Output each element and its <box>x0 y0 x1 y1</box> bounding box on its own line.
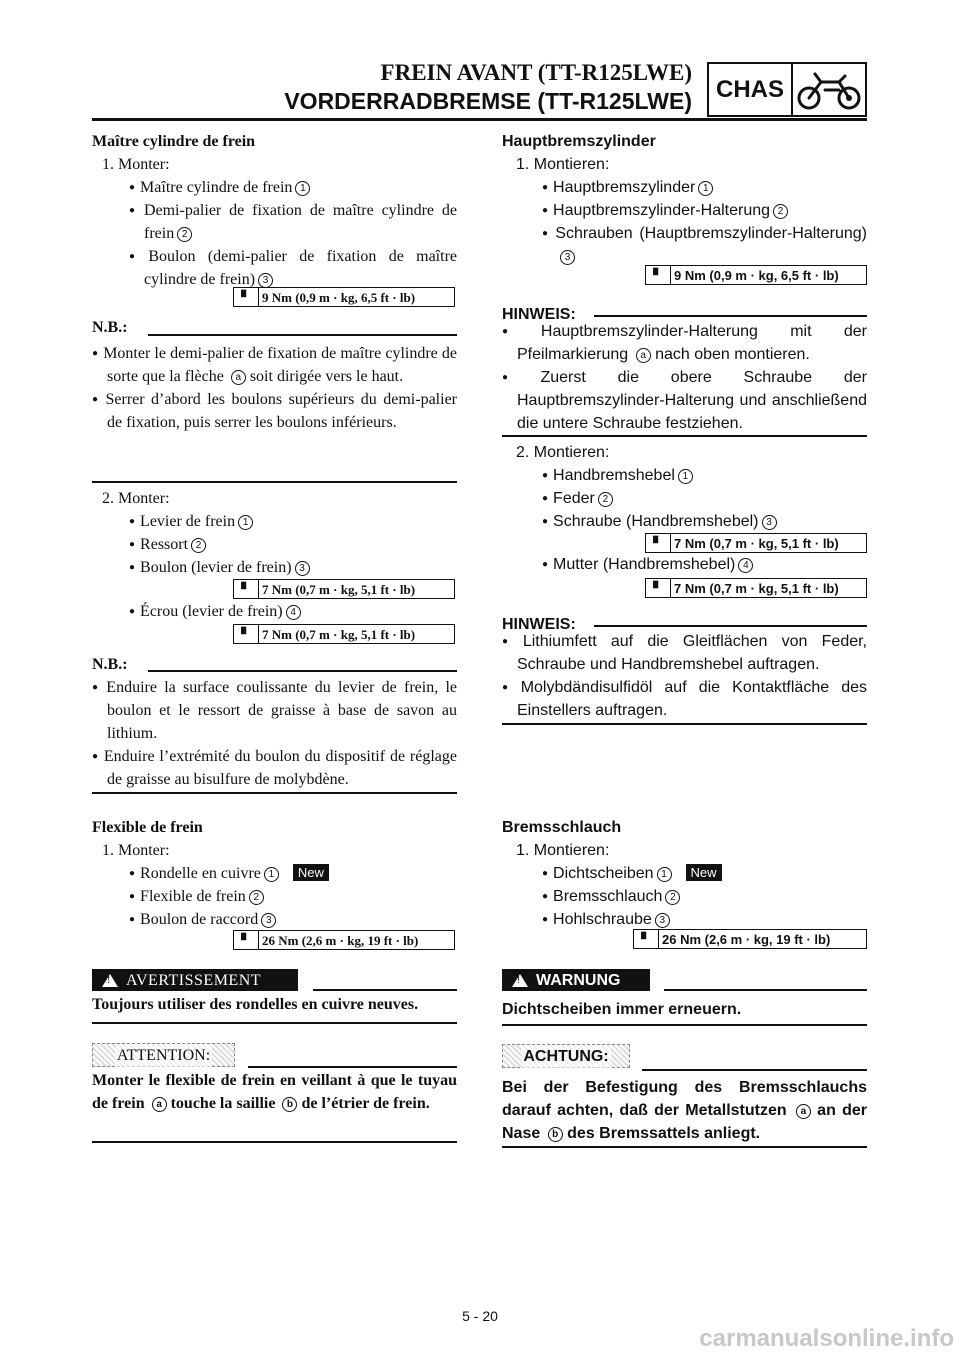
fr-torque2: ▘ 7 Nm (0,7 m · kg, 5,1 ft · lb) <box>233 579 455 599</box>
de-attention-text: Bei der Befestigung des Bremsschlauchs darauf achten, daß der Metallstutzen a an der Nase b des Bremssattels anliegt. <box>502 1079 867 1142</box>
fr-nb-label: N.B.: <box>92 319 128 336</box>
de-torque3: ▘ 7 Nm (0,7 m · kg, 5,1 ft · lb) <box>645 578 867 598</box>
de-step3: 1. Montieren: <box>516 842 610 859</box>
de-c1: ● Handbremshebel 1 <box>542 464 867 487</box>
de-torque2: ▘ 7 Nm (0,7 m · kg, 5,1 ft · lb) <box>645 533 867 553</box>
fr-hose-title: Flexible de frein <box>92 819 203 836</box>
fr-d1: ● Rondelle en cuivre 1 New <box>129 862 457 885</box>
watermark: carmanualsonline.info <box>699 1325 954 1352</box>
fr-hose-block <box>92 816 457 931</box>
de-attention-end-rule <box>502 1146 867 1148</box>
de-hose-block <box>502 816 867 931</box>
fr-c2: ● Ressort 2 <box>129 533 457 556</box>
fr-d2: ● Flexible de frein 2 <box>129 885 457 908</box>
wrench-icon: ▘ <box>646 579 671 597</box>
fr-warning-label: ! AVERTISSEMENT <box>92 969 298 991</box>
wrench-icon: ▘ <box>646 266 671 284</box>
de-c2: ● Feder 2 <box>542 487 867 510</box>
de-torque1: ▘ 9 Nm (0,9 m · kg, 6,5 ft · lb) <box>645 265 867 285</box>
fr-nb-list <box>92 342 457 434</box>
de-d2: ● Bremsschlauch 2 <box>542 885 867 908</box>
de-attention-label: ACHTUNG: <box>502 1044 630 1068</box>
de-b1: ● Hauptbremszylinder 1 <box>542 176 867 199</box>
de-nb2: ● Zuerst die obere Schraube der Hauptbremszylinder-Halterung und anschließend die untere Schraube festziehen. <box>502 366 867 435</box>
de-b2: ● Hauptbremszylinder-Halterung 2 <box>542 199 867 222</box>
fr-warning-end-rule <box>92 1022 457 1024</box>
de-b3: ● Schrauben (Hauptbremszylinder-Halterung)3 <box>542 222 867 268</box>
de-hose-title: Bremsschlauch <box>502 819 622 836</box>
fr-nb2-rule <box>148 670 457 672</box>
fr-column <box>92 130 457 291</box>
de-step2-block <box>502 441 867 533</box>
de-warning-label: ! WARNUNG <box>502 969 650 991</box>
de-nb-rule <box>594 315 867 317</box>
de-nb2-list <box>502 630 867 722</box>
de-nb2-label: HINWEIS: <box>502 616 576 633</box>
fr-step1: 1. Monter: <box>102 156 170 173</box>
de-nb2-rule <box>594 625 867 627</box>
fr-torque4: ▘ 26 Nm (2,6 m · kg, 19 ft · lb) <box>233 930 455 950</box>
de-d3: ● Hohlschraube 3 <box>542 908 867 931</box>
motorcycle-icon <box>795 68 865 112</box>
warning-icon: ! <box>102 974 118 987</box>
fr-step3: 1. Monter: <box>102 842 170 859</box>
fr-step2-block <box>92 487 457 579</box>
fr-nb1: ● Monter le demi-palier de fixation de maître cylindre de sorte que la flèche a soit dirigée vers le haut. <box>92 342 457 388</box>
fr-nb2: ● Serrer d’abord les boulons supérieurs du demi-palier de fixation, puis serrer les boulons inférieurs. <box>92 388 457 434</box>
fr-c3: ● Boulon (levier de frein) 3 <box>129 556 457 579</box>
de-master-title: Hauptbremszylinder <box>502 133 656 150</box>
fr-b2: ● Demi-palier de fixation de maître cylindre de frein 2 <box>129 199 457 245</box>
page-number: 5 - 20 <box>462 1308 498 1324</box>
fr-master-title: Maître cylindre de frein <box>92 133 256 150</box>
fr-attention-end-rule <box>92 1141 457 1143</box>
fr-nb2-list <box>92 676 457 791</box>
fr-c1: ● Levier de frein 1 <box>129 510 457 533</box>
fr-c4: ● Écrou (levier de frein) 4 <box>129 600 301 623</box>
fr-attention-text: Monter le flexible de frein en veillant à que le tuyau de frein a touche la saillie b de l’étrier de frein. <box>92 1072 457 1112</box>
header-rule <box>92 118 867 121</box>
wrench-icon: ▘ <box>234 288 259 306</box>
de-nb-list <box>502 320 867 435</box>
de-torque4: ▘ 26 Nm (2,6 m · kg, 19 ft · lb) <box>633 929 867 949</box>
fr-b1: ● Maître cylindre de frein 1 <box>129 176 457 199</box>
de-c4: ● Mutter (Handbremshebel) 4 <box>542 553 753 576</box>
fr-nb2-label: N.B.: <box>92 656 128 673</box>
wrench-icon: ▘ <box>234 931 259 949</box>
de-warning-end-rule <box>502 1024 867 1026</box>
new-badge: New <box>686 864 722 881</box>
fr-step2: 2. Monter: <box>102 490 170 507</box>
fr-attention-rule <box>248 1066 457 1068</box>
de-step2: 2. Montieren: <box>516 444 610 461</box>
wrench-icon: ▘ <box>234 625 259 643</box>
de-attention-rule <box>642 1069 867 1071</box>
de-step1: 1. Montieren: <box>516 156 610 173</box>
de-warning-text: Dichtscheiben immer erneuern. <box>502 1001 742 1018</box>
fr-d3: ● Boulon de raccord 3 <box>129 908 457 931</box>
wrench-icon: ▘ <box>234 580 259 598</box>
section-tag: CHAS <box>709 64 793 115</box>
de-nb2-1: ● Lithiumfett auf die Gleitflächen von Feder, Schraube und Handbremshebel auftragen. <box>502 630 867 676</box>
de-column <box>502 130 867 268</box>
fr-torque1: ▘ 9 Nm (0,9 m · kg, 6,5 ft · lb) <box>233 287 455 307</box>
de-nb2-end-rule <box>502 723 867 725</box>
de-nb-end-rule <box>502 435 867 437</box>
de-nb1: ● Hauptbremszylinder-Halterung mit der Pfeilmarkierung a nach oben montieren. <box>502 320 867 366</box>
fr-nb-end-rule <box>92 481 457 483</box>
de-nb-label: HINWEIS: <box>502 306 576 323</box>
warning-icon: ! <box>512 974 528 987</box>
de-d1: ● Dichtscheiben 1 New <box>542 862 867 885</box>
fr-attention-label: ATTENTION: <box>92 1043 235 1067</box>
section-badge <box>707 62 867 117</box>
de-c3: ● Schraube (Handbremshebel) 3 <box>542 510 867 533</box>
fr-warning-text: Toujours utiliser des rondelles en cuivre neuves. <box>92 996 419 1013</box>
fr-warning-rule <box>313 989 457 991</box>
wrench-icon: ▘ <box>634 930 659 948</box>
fr-nb-rule <box>148 334 457 336</box>
title-fr: FREIN AVANT (TT-R125LWE) <box>380 60 692 85</box>
fr-nb2-1: ● Enduire la surface coulissante du levier de frein, le boulon et le ressort de graisse à base de savon au lithium. <box>92 676 457 745</box>
de-nb2-2: ● Molybdändisulfidöl auf die Kontaktfläche des Einstellers auftragen. <box>502 676 867 722</box>
fr-nb2-end-rule <box>92 792 457 794</box>
fr-b3: ● Boulon (demi-palier de fixation de maître cylindre de frein) 3 <box>129 245 457 291</box>
fr-nb2-2: ● Enduire l’extrémité du boulon du dispositif de réglage de graisse au bisulfure de molybdène. <box>92 745 457 791</box>
fr-torque3: ▘ 7 Nm (0,7 m · kg, 5,1 ft · lb) <box>233 624 455 644</box>
de-warning-rule <box>664 989 867 991</box>
wrench-icon: ▘ <box>646 534 671 552</box>
new-badge: New <box>293 864 329 881</box>
title-de: VORDERRADBREMSE (TT-R125LWE) <box>284 88 692 114</box>
